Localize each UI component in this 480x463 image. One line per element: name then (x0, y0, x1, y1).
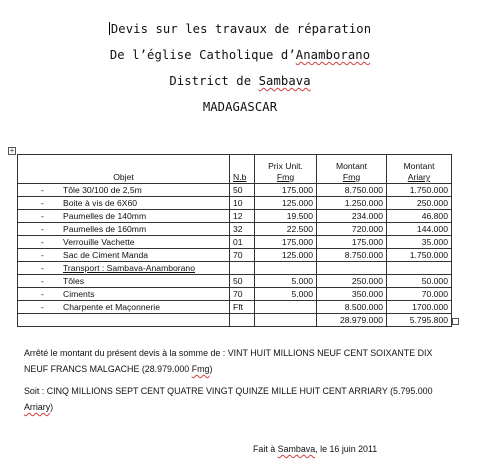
table-row (18, 301, 452, 314)
title-line-3 (0, 74, 480, 88)
title-line-1 (0, 22, 480, 36)
cell-montant-fmg: 720.000 (317, 223, 387, 236)
row-label: Tôles (63, 275, 85, 286)
cell-montant-fmg: 350.000 (317, 288, 387, 301)
table-row (18, 197, 452, 210)
cell-nb (230, 262, 255, 275)
title-text-3: District de (169, 74, 259, 88)
table-move-handle-icon[interactable]: + (9, 146, 15, 155)
cell-objet (18, 210, 230, 223)
cell-montant-fmg: 250.000 (317, 275, 387, 288)
row-label: Transport : Sambava-Anamborano (63, 262, 195, 273)
cell-montant-fmg: 1.250.000 (317, 197, 387, 210)
unit-arriary: Arriary (24, 402, 51, 412)
cell-prix: 5.000 (255, 275, 317, 288)
row-bullet: - (41, 301, 44, 312)
cell-montant-fmg: 234.000 (317, 210, 387, 223)
row-bullet: - (41, 210, 44, 221)
total-empty-prix (255, 314, 317, 327)
header-montant-fmg: Montant Fmg (317, 155, 387, 184)
cell-objet (18, 288, 230, 301)
cell-montant-ariary: 50.000 (387, 275, 452, 288)
place-sambava: Sambava (258, 74, 311, 88)
header-objet: Objet (18, 155, 230, 184)
table-total-row (18, 314, 452, 327)
row-label: Tôle 30/100 de 2,5m (63, 184, 142, 195)
paragraph-1-line-1: Arrêté le montant du présent devis à la somme de : VINT HUIT MILLIONS NEUF CENT SOIXANTE DIX (24, 348, 433, 358)
place-anamborano: Anamborano (295, 48, 371, 62)
row-bullet: - (41, 184, 44, 195)
cell-nb: 70 (230, 249, 255, 262)
cell-montant-ariary: 1700.000 (387, 301, 452, 314)
signature-place: Sambava (277, 444, 316, 454)
paragraph-2-line-2: Arriary) (24, 402, 54, 412)
cell-nb: 12 (230, 210, 255, 223)
cell-objet (18, 301, 230, 314)
cell-objet (18, 275, 230, 288)
title-text-1: Devis sur les travaux de réparation (110, 22, 372, 36)
cell-prix: 175.000 (255, 236, 317, 249)
cell-prix: 22.500 (255, 223, 317, 236)
cell-montant-ariary: 46.800 (387, 210, 452, 223)
title-line-4 (0, 100, 480, 114)
cell-objet (18, 184, 230, 197)
title-line-2 (0, 48, 480, 62)
row-label: Charpente et Maçonnerie (63, 301, 160, 312)
cell-montant-ariary (387, 262, 452, 275)
cell-montant-fmg: 8.500.000 (317, 301, 387, 314)
cell-nb: 01 (230, 236, 255, 249)
cell-nb: 32 (230, 223, 255, 236)
cell-prix (255, 262, 317, 275)
country-text: MADAGASCAR (202, 100, 278, 114)
title-text-2: De l’église Catholique d’ (109, 48, 296, 62)
cell-objet (18, 223, 230, 236)
cell-prix: 19.500 (255, 210, 317, 223)
cell-montant-fmg: 175.000 (317, 236, 387, 249)
paragraph-1-line-2: NEUF FRANCS MALGACHE (28.979.000 Fmg) (24, 364, 213, 374)
cell-prix (255, 301, 317, 314)
row-label: Verrouille Vachette (63, 236, 135, 247)
unit-fmg: Fmg (191, 364, 210, 374)
table-row (18, 275, 452, 288)
row-label: Paumelles de 140mm (63, 210, 147, 221)
total-fmg: 28.979.000 (317, 314, 387, 327)
table-row (18, 210, 452, 223)
cell-montant-fmg: 8.750.000 (317, 184, 387, 197)
total-empty-nb (230, 314, 255, 327)
paragraph-montant-ariary (24, 383, 433, 415)
row-label: Paumelles de 160mm (63, 223, 147, 234)
cell-prix: 5.000 (255, 288, 317, 301)
row-bullet: - (41, 197, 44, 208)
table-resize-handle-icon[interactable] (452, 318, 459, 325)
cell-prix: 175.000 (255, 184, 317, 197)
quote-table (17, 154, 452, 327)
signature-line: Fait à Sambava, le 16 juin 2011 (253, 444, 378, 454)
row-bullet: - (41, 262, 44, 273)
cell-objet (18, 262, 230, 275)
table-header-row (18, 155, 452, 184)
table-row (18, 223, 452, 236)
table-row (18, 236, 452, 249)
cell-nb: 50 (230, 275, 255, 288)
row-label: Ciments (63, 288, 95, 299)
row-label: Boite à vis de 6X60 (63, 197, 138, 208)
cell-objet (18, 249, 230, 262)
row-label: Sac de Ciment Manda (63, 249, 149, 260)
cell-objet (18, 236, 230, 249)
table-row (18, 262, 452, 275)
cell-nb: 70 (230, 288, 255, 301)
cell-prix: 125.000 (255, 249, 317, 262)
table-row (18, 288, 452, 301)
cell-montant-fmg (317, 262, 387, 275)
cell-montant-fmg: 8.750.000 (317, 249, 387, 262)
row-bullet: - (41, 288, 44, 299)
header-nb: N.b (230, 155, 255, 184)
text-cursor (109, 22, 110, 35)
cell-montant-ariary: 70.000 (387, 288, 452, 301)
cell-montant-ariary: 1.750.000 (387, 184, 452, 197)
cell-montant-ariary: 1.750.000 (387, 249, 452, 262)
cell-nb: Fft (230, 301, 255, 314)
cell-prix: 125.000 (255, 197, 317, 210)
row-bullet: - (41, 249, 44, 260)
total-empty-objet (18, 314, 230, 327)
cell-objet (18, 197, 230, 210)
cell-nb: 50 (230, 184, 255, 197)
row-bullet: - (41, 223, 44, 234)
header-montant-ariary: Montant Ariary (387, 155, 452, 184)
table-row (18, 184, 452, 197)
paragraph-montant-fmg (24, 345, 432, 377)
cell-montant-ariary: 35.000 (387, 236, 452, 249)
row-bullet: - (41, 236, 44, 247)
table-row (18, 249, 452, 262)
cell-montant-ariary: 144.000 (387, 223, 452, 236)
header-prix-unit: Prix Unit. Fmg (255, 155, 317, 184)
cell-montant-ariary: 250.000 (387, 197, 452, 210)
table-body (18, 184, 452, 314)
paragraph-2-line-1: Soit : CINQ MILLIONS SEPT CENT QUATRE VINGT QUINZE MILLE HUIT CENT ARRIARY (5.795.000 (24, 386, 433, 396)
row-bullet: - (41, 275, 44, 286)
cell-nb: 10 (230, 197, 255, 210)
total-ariary: 5.795.800 (387, 314, 452, 327)
